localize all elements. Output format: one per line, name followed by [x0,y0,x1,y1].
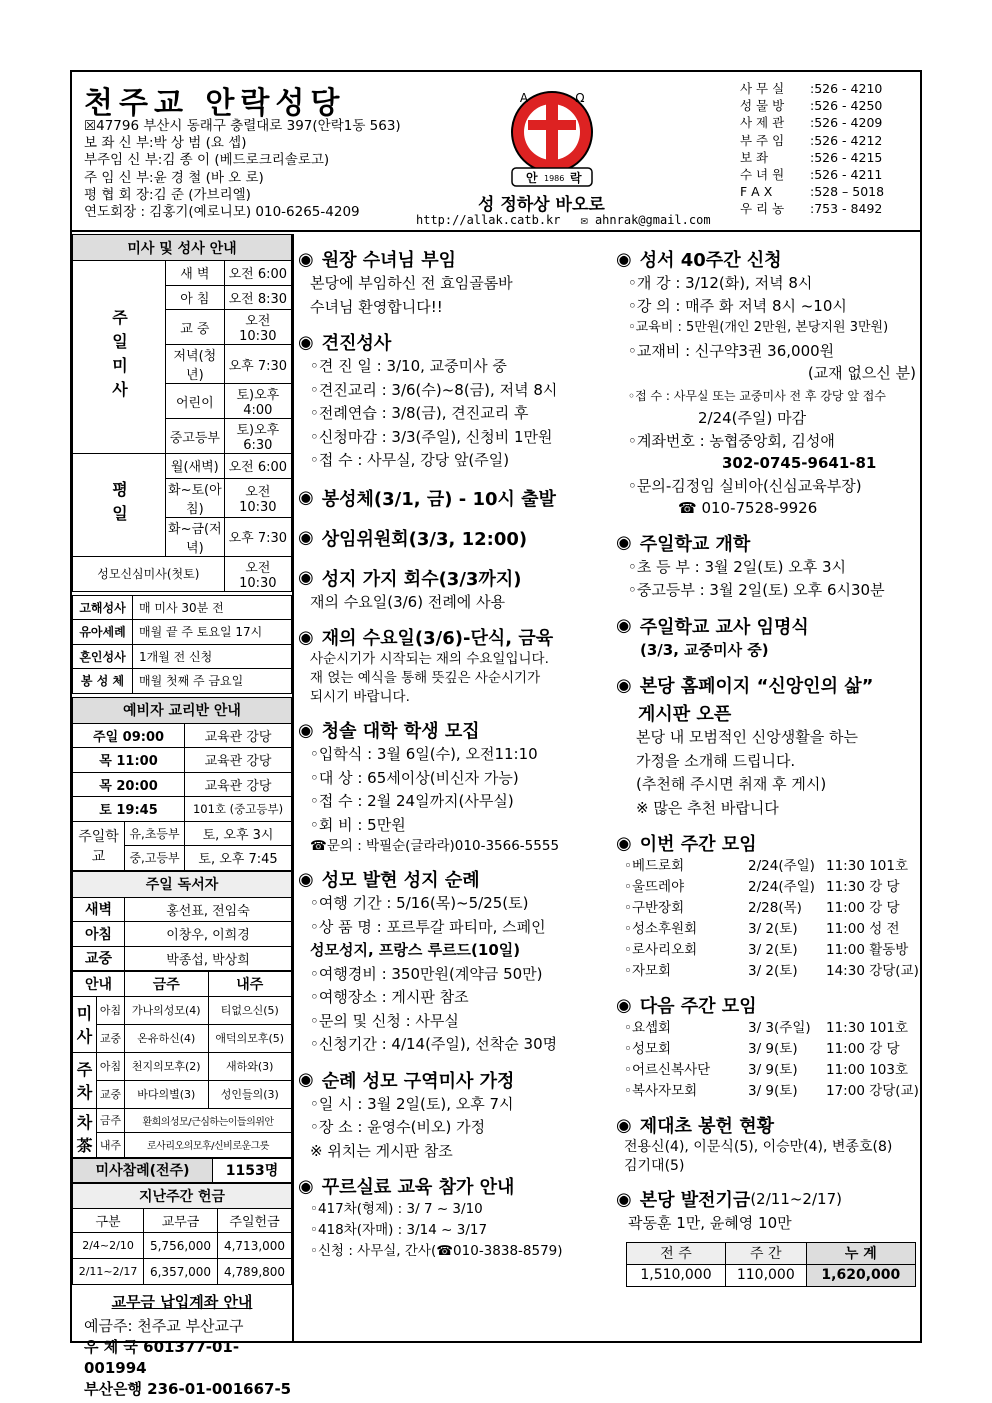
next-week-list [616,1018,920,1102]
notice-line: 본당에 부임하신 전 효임골롬바 [310,274,513,292]
class-time: 목 20:00 [73,772,185,797]
phone-number: 753 - 8492 [814,201,883,217]
logo-year: 1986 [544,174,565,183]
group-date: 3/ 9(토) [748,1041,798,1057]
notice-title: 봉성체(3/1, 금) - 10시 출발 [321,488,556,510]
sacrament-name: 혼인성사 [73,644,133,669]
bank-line: 우 체 국 601377-01-001994 [84,1338,240,1377]
notice-heading [298,1067,610,1093]
guide-week: 내주 [97,1133,125,1158]
mass-time: 오후 7:30 [224,517,291,556]
group-date: 2/28(목) [748,900,802,916]
group-place: 14:30 강당(교) [826,963,919,979]
class-time: 주일 09:00 [73,723,185,748]
notice-title: 본당 홈페이지 “신앙인의 삶” [639,676,874,697]
notice-line: ◦중고등부 : 3월 2일(토) 오후 6시30분 [628,581,885,599]
sacrament-table [72,595,292,694]
clergy-line: 연도회장 : 김홍기(예로니모) 010-6265-4209 [84,204,360,221]
mass-time: 오전 8:30 [224,285,291,310]
notice-line: ◦접 수 : 사무실, 강당 앞(주일) [310,451,510,469]
sacrament-info: 매월 첫째 주 금요일 [133,669,292,694]
notice-line: 재의 수요일(3/6) 전례에 사용 [310,592,506,611]
reader-title: 주일 독서자 [73,871,292,897]
class-time: 토 19:45 [73,797,185,822]
offering-head: 교무금 [144,1208,218,1233]
school-group: 중,고등부 [125,846,185,871]
notice-heading [616,672,920,698]
fund-head: 주 간 [725,1242,806,1264]
notice-title: 본당 발전기금 [639,1190,751,1211]
bullet-icon: ◉ [616,248,632,270]
sacrament-name: 유아세례 [73,620,133,645]
group-place: 11:30 강 당 [826,879,900,895]
mass-time: 오전 6:00 [224,454,291,479]
attendance-count: 1153명 [213,1158,292,1183]
group-name: ◦어르신복사단 [624,1062,711,1078]
offering-title: 지난주간 헌금 [73,1184,292,1209]
mass-time: 토)오후 4:00 [224,384,291,419]
notice-line: ◦초 등 부 : 3월 2일(토) 오후 3시 [628,557,847,576]
mass-time: 오전 6:00 [224,261,291,286]
sacrament-info: 매월 끝 주 토요일 17시 [133,620,292,645]
logo-an: 안 [526,171,538,185]
notice-title: 제대초 봉헌 현황 [639,1116,774,1137]
email-link[interactable]: ✉ ahnrak@gmail.com [580,213,711,227]
notice-line: ◦대 상 : 65세이상(비신자 가능) [310,768,519,787]
notice-title: 성모 발현 성지 순례 [321,870,480,891]
page-title: 천주교 안락성당 [84,86,346,121]
bullet-icon: ◉ [298,527,314,548]
guide-mass: 아침 [97,1052,125,1080]
class-place: 교육관 강당 [185,748,292,773]
bullet-icon: ◉ [616,674,632,696]
notice-line: (교재 없으신 분) [807,364,916,382]
offering-table [72,1183,292,1285]
sacrament-name: 봉 성 체 [73,669,133,694]
fund-value: 1,510,000 [627,1264,726,1286]
school-group: 유,초등부 [125,821,185,846]
notice-title: 다음 주간 모임 [639,996,757,1017]
attendance-label: 미사참례(전주) [73,1158,213,1183]
notice-line: ◦여행장소 : 게시판 참조 [310,988,469,1006]
fund-head: 전 주 [627,1242,726,1264]
guide-week: 금주 [97,1108,125,1133]
mass-name: 새 벽 [166,261,225,286]
guide-mass: 교중 [97,1080,125,1108]
guide-this: 바다의별(3) [125,1080,209,1108]
group-date: 2/24(주일) [748,858,815,874]
catechism-title: 예비자 교리반 안내 [73,697,292,723]
notice-line: ◦417차(형제) : 3/ 7 ~ 3/10 [310,1201,483,1217]
notice-line: ※ 많은 추천 바랍니다 [636,798,779,817]
notice-title-line2: 게시판 오픈 [638,704,732,725]
class-place: 교육관 강당 [185,772,292,797]
bank-accounts [72,1316,292,1400]
mass-table [72,234,292,592]
account-number: 302-0745-9641-81 [722,454,877,472]
parish-logo-icon [502,80,602,190]
offering-value: 4,713,000 [218,1233,292,1259]
group-name: ◦베드로회 [624,858,685,874]
bank-title: 교무금 납입계좌 안내 [111,1293,253,1311]
logo-rak: 락 [570,171,582,185]
guide-head: 금주 [125,972,209,997]
notice-heading [298,624,610,650]
notice-line: ※ 위치는 게시판 참조 [310,1141,453,1160]
notice-line: ◦견진교리 : 3/6(수)~8(금), 저녁 8시 [310,380,558,399]
bullet-icon: ◉ [616,615,632,636]
mass-name: 중고등부 [166,419,225,454]
notice-title: 이번 주간 모임 [639,834,757,855]
bullet-icon: ◉ [298,626,314,648]
guide-tea: 환희의성모/근심하는이들의위안 [125,1108,292,1133]
notice-title: 상임위원회(3/3, 12:00) [321,528,528,550]
notice-heading [616,530,920,556]
weekday-label: 평일 [73,454,166,557]
header [72,72,920,232]
reader-names: 홍선표, 전임숙 [125,897,292,922]
guide-next: 새하와(3) [208,1052,292,1080]
bullet-icon: ◉ [298,1069,314,1090]
fund-head: 누 계 [806,1242,915,1264]
phone-label: 사 무 실 [740,81,785,96]
fund-value: 110,000 [725,1264,806,1286]
offering-week: 2/11~2/17 [73,1259,144,1285]
notice-line: 사순시기가 시작되는 재의 수요일입니다. [310,651,549,667]
mass-time: 오전 10:30 [224,478,291,517]
class-place: 101호 (중고등부) [185,797,292,822]
bank-line: 부산은행 236-01-001667-5 [84,1380,292,1398]
notice-line: ◦견 진 일 : 3/10, 교중미사 중 [310,357,507,375]
mass-name: 아 침 [166,285,225,310]
notice-line: ◦문의 및 신청 : 사무실 [310,1011,459,1030]
notice-title: 원장 수녀님 부임 [321,250,456,271]
notice-title: 주일학교 개학 [639,533,751,555]
group-name: ◦울뜨레야 [624,879,685,895]
notice-heading [298,866,610,892]
guide-mass: 교중 [97,1024,125,1052]
phone-number: 528 – 5018 [814,184,885,200]
patron-saint: 성 정하상 바오로 [478,195,605,215]
guide-mi: 미사 [73,996,97,1052]
class-time: 목 11:00 [73,748,185,773]
group-date: 3/ 2(토) [748,963,798,979]
notice-heading [298,525,610,551]
mass-time: 오전 10:30 [224,310,291,345]
mass-name: 어린이 [166,384,225,419]
phone-list: 사 무 실 : 526 - 4210 성 물 방 : 526 - 4250 사 제 관 : 526 - 4209 부 주 임 : 526 - 4212 보 좌 : 526 - 4215 수 녀 원 : 526 - 4211 F A X : 528 – 5018 우 리 농 : 753 - 8492 [740,81,885,217]
notice-title: 청솔 대학 학생 모집 [321,721,480,742]
group-date: 3/ 3(주일) [748,1020,811,1036]
notice-line: 곽동훈 1만, 윤혜영 10만 [628,1214,792,1232]
notice-line: ◦접 수 : 사무실 또는 교중미사 전 후 강당 앞 접수 [628,388,886,403]
group-place: 17:00 강당(교) [826,1083,919,1099]
offering-value: 6,357,000 [144,1259,218,1285]
notice-line: 수녀님 환영합니다!! [310,297,443,316]
notice-line: ◦문의-김정임 실비아(신심교육부장) [628,476,862,495]
group-date: 3/ 2(토) [748,942,798,958]
group-date: 3/ 2(토) [748,921,798,937]
guide-ju: 주차 [73,1052,97,1108]
sacrament-name: 고해성사 [73,595,133,620]
notice-heading [298,565,610,591]
mass-name: 월(새벽) [166,454,225,479]
bullet-icon: ◉ [616,832,632,854]
clergy-line: 주 임 신 부:윤 경 철 (바 오 로) [84,169,264,186]
guide-next: 애덕의모후(5) [208,1024,292,1052]
phone-number: 526 - 4215 [814,149,883,165]
notice-line: ◦여행 기간 : 5/16(목)~5/25(토) [310,894,529,912]
bank-line: 예금주: 천주교 부산교구 [84,1317,244,1335]
notice-heading [616,1112,920,1138]
offering-head: 구분 [73,1208,144,1233]
class-place: 교육관 강당 [185,723,292,748]
notice-line: ◦신청기간 : 4/14(주일), 선착순 30명 [310,1035,558,1053]
notice-line: ◦계좌번호 : 농협중앙회, 김성애 [628,431,835,450]
offering-value: 4,789,800 [218,1259,292,1285]
reader-names: 이창우, 이희경 [125,922,292,947]
group-name: ◦자모회 [624,963,672,979]
group-name: ◦구반장회 [624,900,685,916]
notice-line: 김기대(5) [624,1158,685,1174]
fund-table [626,1242,916,1287]
notice-line: ◦강 의 : 매주 화 저녁 8시 ~10시 [628,296,847,315]
right-column [616,236,920,1341]
guide-next: 성인들의(3) [208,1080,292,1108]
left-column [72,234,294,1398]
group-date: 3/ 9(토) [748,1083,798,1099]
notice-title: 성지 가지 회수(3/3까지) [321,568,522,590]
school-time: 토, 오후 3시 [185,821,292,846]
notice-heading [616,246,920,272]
sacrament-info: 매 미사 30분 전 [133,595,292,620]
notice-line: ◦입학식 : 3월 6일(수), 오전11:10 [310,745,538,763]
notice-line: ◦신청 : 사무실, 간사(☎010-3838-8579) [310,1243,563,1259]
middle-column [298,236,610,1341]
clergy-lines [84,118,401,221]
fund-value: 1,620,000 [806,1264,915,1286]
notice-heading [298,329,610,355]
clergy-line: 평 협 회 장:김 준 (가브리엘) [84,186,251,203]
notice-title: 성서 40주간 신청 [639,250,782,271]
notice-line: ☎문의 : 박필순(글라라)010-3566-5555 [310,838,560,854]
notice-line: ◦일 시 : 3월 2일(토), 오후 7시 [310,1094,514,1113]
reader-names: 박종섭, 박상희 [125,946,292,971]
notice-heading [298,1173,610,1199]
group-name: ◦로사리오회 [624,942,698,958]
bullet-icon: ◉ [298,487,314,508]
notice-line: ◦교육비 : 5만원(개인 2만원, 본당지원 3만원) [628,320,889,335]
phone-label: 부 주 임 [740,132,785,148]
mass-name: 교 중 [166,310,225,345]
group-place: 11:00 활동방 [826,942,909,958]
group-place: 11:00 103호 [826,1062,909,1078]
mass-time: 토)오후 6:30 [224,419,291,454]
school-time: 토, 오후 7:45 [185,846,292,871]
guide-table [72,971,292,1158]
contact-links [416,213,711,227]
guide-head: 안내 [73,972,125,997]
bulletin-frame [70,70,922,1398]
guide-this: 가나의성모(4) [125,996,209,1024]
notice-heading [616,992,920,1018]
attendance-table [72,1158,292,1184]
bullet-icon: ◉ [298,567,314,588]
phone-number: 526 - 4250 [814,98,883,114]
bullet-icon: ◉ [298,719,314,741]
reader-mass: 교중 [73,946,125,971]
phone-label: 우 리 농 [740,201,785,217]
notice-line: ◦전례연습 : 3/8(금), 견진교리 후 [310,404,529,422]
guide-this: 천지의모후(2) [125,1052,209,1080]
mass-name: 화~금(저녁) [166,517,225,556]
notice-line: ◦장 소 : 윤영수(비오) 가정 [310,1118,486,1136]
bullet-icon: ◉ [616,1188,632,1210]
offering-head: 주일헌금 [218,1208,292,1233]
notice-line: 가정을 소개해 드립니다. [636,751,796,770]
guide-head: 내주 [208,972,292,997]
notice-title: 견진성사 [321,333,392,354]
group-date: 2/24(주일) [748,879,815,895]
clergy-line: 보 좌 신 부:박 상 범 (요 셉) [84,135,247,152]
mass-time: 오전 10:30 [224,556,291,591]
notice-title: 순례 성모 구역미사 가정 [321,1070,515,1092]
phone-number: 526 - 4212 [814,132,883,148]
group-name: ◦요셉회 [624,1020,672,1036]
sunday-label: 주일미사 [73,261,166,454]
sunday-school-label: 주일학교 [73,821,125,870]
bullet-icon: ◉ [616,532,632,553]
notice-line: ◦418차(자매) : 3/14 ~ 3/17 [310,1222,488,1238]
clergy-line: 부주임 신 부:김 종 이 (베드로크리솔로고) [84,152,330,169]
group-date: 3/ 9(토) [748,1062,798,1078]
mass-name: 저녁(청년) [166,345,225,384]
reader-mass: 아침 [73,922,125,947]
notice-line: (추천해 주시면 취재 후 게시) [636,775,827,793]
notice-line: (3/3, 교중미사 중) [640,640,769,659]
notice-line: 되시기 바랍니다. [310,689,410,705]
phone-label: 보 좌 [740,149,769,165]
phone-label: 사 제 관 [740,115,785,131]
guide-mass: 아침 [97,996,125,1024]
notice-heading [298,717,610,743]
phone-number: 526 - 4209 [814,115,883,131]
phone-label: 수 녀 원 [740,167,785,183]
offering-week: 2/4~2/10 [73,1233,144,1259]
bullet-icon: ◉ [616,1114,632,1136]
notice-subtitle: (2/11~2/17) [750,1190,842,1208]
notice-title: 주일학교 교사 임명식 [639,616,809,638]
notice-line: 본당 내 모범적인 신앙생활을 하는 [636,728,858,746]
sacrament-info: 1개월 전 신청 [133,644,292,669]
bullet-icon: ◉ [298,331,314,353]
phone-number: 526 - 4211 [814,167,883,183]
notice-line: ◦개 강 : 3/12(화), 저녁 8시 [628,274,813,292]
website-link[interactable]: http://allak.catb.kr [416,213,561,227]
guide-this: 온유하신(4) [125,1024,209,1052]
catechism-table [72,697,292,871]
phone-label: 성 물 방 [740,98,785,114]
notice-line: ◦신청마감 : 3/3(주일), 신청비 1만원 [310,427,553,446]
notice-line: 성모성지, 프랑스 루르드(10일) [310,941,521,959]
mass-time: 오후 7:30 [224,345,291,384]
mass-name: 화~토(아침) [166,478,225,517]
group-name: ◦복사자모회 [624,1083,698,1099]
notice-line: ☎ 010-7528-9926 [678,499,818,517]
notice-line: ◦상 품 명 : 포르투갈 파티마, 스페인 [310,917,546,936]
notice-line: 2/24(주일) 마감 [698,409,807,427]
bullet-icon: ◉ [298,868,314,890]
group-place: 11:00 강 당 [826,1041,900,1057]
group-place: 11:00 성 전 [826,921,900,937]
notice-heading [298,246,610,272]
guide-tea: 로사리오의모후/신비로운그릇 [125,1133,292,1158]
notice-line: ◦회 비 : 5만원 [310,815,406,834]
notice-heading [298,485,610,511]
notice-title: 재의 수요일(3/6)-단식, 금육 [321,628,554,649]
group-name: ◦성소후원회 [624,921,698,937]
notice-title: 꾸르실료 교육 참가 안내 [321,1177,515,1198]
bullet-icon: ◉ [616,994,632,1016]
this-week-list [616,856,920,982]
group-place: 11:00 강 당 [826,900,900,916]
bullet-icon: ◉ [298,1175,314,1197]
group-place: 11:30 101호 [826,858,909,874]
group-place: 11:30 101호 [826,1020,909,1036]
offering-value: 5,756,000 [144,1233,218,1259]
notice-line: ◦여행경비 : 350만원(계약금 50만) [310,964,543,983]
phone-label: F A X [740,184,773,200]
group-name: ◦성모회 [624,1041,672,1057]
notice-line: 재 얹는 예식을 통해 뜻깊은 사순시기가 [310,670,541,686]
notice-heading [616,830,920,856]
notice-line: ◦접 수 : 2월 24일까지(사무실) [310,792,514,810]
mass-name: 성모신심미사(첫토) [73,556,225,591]
guide-next: 티없으신(5) [208,996,292,1024]
bullet-icon: ◉ [298,248,314,270]
reader-table [72,871,292,972]
notice-line: ◦교재비 : 신구약3권 36,000원 [628,341,835,360]
mass-title: 미사 및 성사 안내 [73,235,292,261]
phone-number: 526 - 4210 [814,81,883,96]
guide-cha: 차茶 [73,1108,97,1157]
logo-omega: Ω [575,91,585,105]
notice-heading [616,613,920,639]
logo-alpha: A [519,91,529,105]
notice-line: 전용신(4), 이문식(5), 이승만(4), 변종호(8) [624,1139,893,1155]
notice-heading [616,1186,920,1212]
address-line: ☒47796 부산시 동래구 충렬대로 397(안락1동 563) [84,118,401,134]
reader-mass: 새벽 [73,897,125,922]
